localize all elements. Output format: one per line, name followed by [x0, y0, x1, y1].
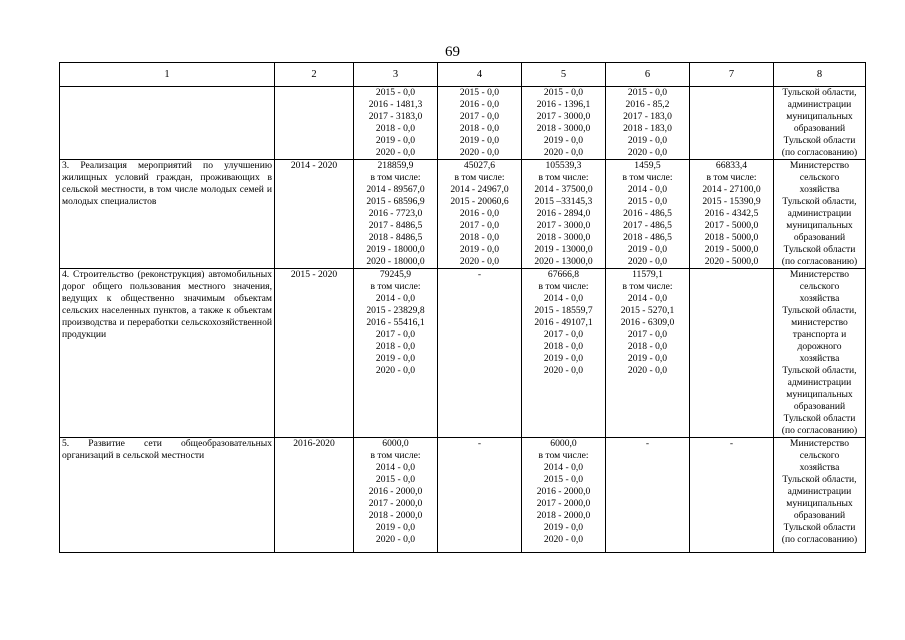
year-amount: 2017 - 0,0 — [543, 329, 584, 340]
responsible-line: Тульской области — [783, 135, 856, 146]
funding-amount: 6000,0 — [382, 438, 409, 449]
year-amount: 2017 - 8486,5 — [368, 220, 423, 231]
year-amount: 2017 - 486,5 — [623, 220, 672, 231]
responsible-line: (по согласованию) — [781, 147, 858, 158]
year-amount: 2014 - 0,0 — [543, 293, 584, 304]
regional-funding-cell — [522, 269, 606, 438]
year-amount: 2020 - 0,0 — [459, 147, 500, 158]
responsible-line: Тульской области, — [782, 87, 857, 98]
table-row — [60, 438, 866, 553]
responsible-line: муниципальных — [786, 111, 853, 122]
responsible-cell — [774, 438, 866, 553]
year-amount: 2014 - 0,0 — [375, 462, 416, 473]
page-number: 69 — [445, 44, 460, 60]
responsible-line: министерство — [791, 317, 848, 328]
table-row — [60, 87, 866, 160]
responsible-line: Министерство — [789, 438, 850, 449]
year-amount: 2016 - 0,0 — [459, 208, 500, 219]
responsible-line: (по согласованию) — [781, 534, 858, 545]
year-amount: 2018 - 8486,5 — [368, 232, 423, 243]
year-amount: 2016 - 486,5 — [623, 208, 672, 219]
year-amount: 2020 - 18000,0 — [366, 256, 425, 267]
year-amount: 2016 - 2000,0 — [368, 486, 423, 497]
funding-amount: - — [477, 438, 482, 449]
year-amount: 2015 - 0,0 — [459, 87, 500, 98]
regional-funding-cell — [522, 438, 606, 553]
year-amount: 2018 - 3000,0 — [536, 123, 591, 134]
responsible-line: Тульской области — [783, 522, 856, 533]
responsible-line: Тульской области, — [782, 474, 857, 485]
year-amount: 2017 - 3183,0 — [368, 111, 423, 122]
year-amount: 2017 - 3000,0 — [536, 220, 591, 231]
total-funding-cell — [354, 87, 438, 160]
responsible-line: администрации — [787, 377, 852, 388]
year-amount: 2017 - 183,0 — [623, 111, 672, 122]
funding-amount: - — [729, 438, 734, 449]
year-amount: 2016 - 55416,1 — [366, 317, 425, 328]
year-amount: 2020 - 0,0 — [543, 147, 584, 158]
year-amount: 2019 - 0,0 — [627, 353, 668, 364]
year-amount: 2015 - 0,0 — [627, 87, 668, 98]
table-row — [60, 269, 866, 438]
year-amount: 2015 - 0,0 — [543, 87, 584, 98]
year-amount: 2019 - 0,0 — [375, 135, 416, 146]
col-header: 8 — [774, 63, 866, 87]
federal-funding-cell — [438, 87, 522, 160]
responsible-line: транспорта и — [792, 329, 847, 340]
year-amount: 2017 - 0,0 — [627, 329, 668, 340]
year-amount: 2015 –33145,3 — [534, 196, 593, 207]
total-funding-cell — [354, 438, 438, 553]
year-amount: 2020 - 5000,0 — [704, 256, 759, 267]
period-cell: 2016-2020 — [275, 438, 354, 553]
year-amount: 2019 - 5000,0 — [704, 244, 759, 255]
year-amount: 2016 - 85,2 — [625, 99, 670, 110]
year-amount: 2019 - 0,0 — [459, 244, 500, 255]
responsible-line: хозяйства — [799, 184, 840, 195]
responsible-line: администрации — [787, 208, 852, 219]
funding-note: в том числе: — [538, 281, 589, 292]
responsible-line: хозяйства — [799, 353, 840, 364]
funding-note: в том числе: — [538, 450, 589, 461]
period-cell: 2015 - 2020 — [275, 269, 354, 438]
year-amount: 2019 - 18000,0 — [366, 244, 425, 255]
year-amount: 2016 - 4342,5 — [704, 208, 759, 219]
responsible-line: муниципальных — [786, 498, 853, 509]
federal-funding-cell — [438, 438, 522, 553]
year-amount: 2019 - 0,0 — [375, 353, 416, 364]
funding-amount: - — [477, 269, 482, 280]
year-amount: 2018 - 183,0 — [623, 123, 672, 134]
col-header: 7 — [690, 63, 774, 87]
year-amount: 2015 - 0,0 — [543, 474, 584, 485]
year-amount: 2019 - 0,0 — [375, 522, 416, 533]
year-amount: 2020 - 0,0 — [375, 534, 416, 545]
regional-funding-cell — [522, 87, 606, 160]
year-amount: 2014 - 89567,0 — [366, 184, 425, 195]
funding-note: в том числе: — [706, 172, 757, 183]
responsible-line: (по согласованию) — [781, 425, 858, 436]
responsible-cell — [774, 87, 866, 160]
extra-budget-funding-cell — [690, 87, 774, 160]
year-amount: 2019 - 0,0 — [543, 522, 584, 533]
col-header: 5 — [522, 63, 606, 87]
col-header: 1 — [60, 63, 275, 87]
funding-amount: 6000,0 — [550, 438, 577, 449]
responsible-line: муниципальных — [786, 220, 853, 231]
responsible-line: администрации — [787, 99, 852, 110]
responsible-line: образований — [793, 232, 846, 243]
year-amount: 2019 - 13000,0 — [534, 244, 593, 255]
funding-amount: 67666,8 — [547, 269, 580, 280]
local-funding-cell — [606, 160, 690, 269]
measure-name: 5. Развитие сети общеобразовательных организаций в сельской местности — [60, 438, 275, 553]
responsible-line: муниципальных — [786, 389, 853, 400]
year-amount: 2019 - 0,0 — [627, 135, 668, 146]
funding-note: в том числе: — [622, 281, 673, 292]
year-amount: 2018 - 0,0 — [375, 341, 416, 352]
year-amount: 2016 - 49107,1 — [534, 317, 593, 328]
responsible-line: Тульской области — [783, 413, 856, 424]
year-amount: 2018 - 0,0 — [543, 341, 584, 352]
year-amount: 2018 - 486,5 — [623, 232, 672, 243]
responsible-line: Тульской области — [783, 244, 856, 255]
year-amount: 2018 - 2000,0 — [536, 510, 591, 521]
funding-note: в том числе: — [370, 450, 421, 461]
total-funding-cell — [354, 269, 438, 438]
period-cell — [275, 87, 354, 160]
year-amount: 2019 - 0,0 — [543, 353, 584, 364]
responsible-line: Министерство — [789, 160, 850, 171]
table-row — [60, 160, 866, 269]
col-header: 2 — [275, 63, 354, 87]
local-funding-cell — [606, 438, 690, 553]
year-amount: 2014 - 0,0 — [543, 462, 584, 473]
funding-amount: 66833,4 — [715, 160, 748, 171]
responsible-line: Тульской области, — [782, 365, 857, 376]
extra-budget-funding-cell — [690, 438, 774, 553]
responsible-line: образований — [793, 510, 846, 521]
year-amount: 2014 - 24967,0 — [450, 184, 509, 195]
year-amount: 2015 - 0,0 — [375, 474, 416, 485]
funding-table — [59, 62, 866, 553]
year-amount: 2017 - 2000,0 — [536, 498, 591, 509]
header-row — [60, 63, 866, 87]
funding-amount: 79245,9 — [379, 269, 412, 280]
responsible-line: образований — [793, 401, 846, 412]
year-amount: 2014 - 0,0 — [375, 293, 416, 304]
col-header: 6 — [606, 63, 690, 87]
responsible-line: Тульской области, — [782, 305, 857, 316]
year-amount: 2014 - 27100,0 — [702, 184, 761, 195]
federal-funding-cell — [438, 269, 522, 438]
year-amount: 2020 - 0,0 — [375, 365, 416, 376]
year-amount: 2014 - 37500,0 — [534, 184, 593, 195]
year-amount: 2020 - 13000,0 — [534, 256, 593, 267]
year-amount: 2015 - 0,0 — [627, 196, 668, 207]
funding-amount: 11579,1 — [632, 269, 663, 280]
responsible-line: администрации — [787, 486, 852, 497]
year-amount: 2020 - 0,0 — [627, 365, 668, 376]
year-amount: 2015 - 20060,6 — [450, 196, 509, 207]
funding-amount: - — [645, 438, 650, 449]
year-amount: 2016 - 2000,0 — [536, 486, 591, 497]
col-header: 3 — [354, 63, 438, 87]
year-amount: 2016 - 6309,0 — [620, 317, 675, 328]
year-amount: 2018 - 0,0 — [375, 123, 416, 134]
year-amount: 2018 - 0,0 — [627, 341, 668, 352]
responsible-line: (по согласованию) — [781, 256, 858, 267]
year-amount: 2019 - 0,0 — [543, 135, 584, 146]
responsible-line: хозяйства — [799, 293, 840, 304]
funding-amount: 218859,9 — [377, 160, 414, 171]
year-amount: 2015 - 15390,9 — [702, 196, 761, 207]
year-amount: 2020 - 0,0 — [459, 256, 500, 267]
responsible-line: образований — [793, 123, 846, 134]
year-amount: 2019 - 0,0 — [627, 244, 668, 255]
year-amount: 2017 - 5000,0 — [704, 220, 759, 231]
responsible-line: хозяйства — [799, 462, 840, 473]
year-amount: 2016 - 2894,0 — [536, 208, 591, 219]
year-amount: 2018 - 3000,0 — [536, 232, 591, 243]
year-amount: 2017 - 3000,0 — [536, 111, 591, 122]
year-amount: 2018 - 0,0 — [459, 123, 500, 134]
year-amount: 2018 - 5000,0 — [704, 232, 759, 243]
year-amount: 2020 - 0,0 — [543, 365, 584, 376]
year-amount: 2015 - 18559,7 — [534, 305, 593, 316]
measure-name: 3. Реализация мероприятий по улучшению жилищных условий граждан, проживающих в сельской местности, в том числе молодых семей и молодых специалистов — [60, 160, 275, 269]
funding-note: в том числе: — [622, 172, 673, 183]
federal-funding-cell — [438, 160, 522, 269]
year-amount: 2017 - 0,0 — [459, 220, 500, 231]
regional-funding-cell — [522, 160, 606, 269]
measure-name — [60, 87, 275, 160]
year-amount: 2016 - 1481,3 — [368, 99, 423, 110]
year-amount: 2015 - 5270,1 — [620, 305, 675, 316]
local-funding-cell — [606, 87, 690, 160]
year-amount: 2017 - 0,0 — [375, 329, 416, 340]
year-amount: 2020 - 0,0 — [627, 256, 668, 267]
year-amount: 2019 - 0,0 — [459, 135, 500, 146]
year-amount: 2017 - 0,0 — [459, 111, 500, 122]
funding-note: в том числе: — [538, 172, 589, 183]
funding-note: в том числе: — [454, 172, 505, 183]
total-funding-cell — [354, 160, 438, 269]
funding-note: в том числе: — [370, 172, 421, 183]
responsible-line: дорожного — [797, 341, 842, 352]
col-header: 4 — [438, 63, 522, 87]
responsible-line: сельского — [799, 172, 840, 183]
extra-budget-funding-cell — [690, 160, 774, 269]
local-funding-cell — [606, 269, 690, 438]
year-amount: 2016 - 7723,0 — [368, 208, 423, 219]
extra-budget-funding-cell — [690, 269, 774, 438]
year-amount: 2016 - 1396,1 — [536, 99, 591, 110]
year-amount: 2018 - 0,0 — [459, 232, 500, 243]
year-amount: 2020 - 0,0 — [375, 147, 416, 158]
funding-amount: 1459,5 — [634, 160, 661, 171]
funding-amount: 45027,6 — [463, 160, 496, 171]
responsible-line: сельского — [799, 281, 840, 292]
responsible-line: Тульской области, — [782, 196, 857, 207]
year-amount: 2020 - 0,0 — [543, 534, 584, 545]
responsible-cell — [774, 160, 866, 269]
year-amount: 2014 - 0,0 — [627, 293, 668, 304]
responsible-line: Министерство — [789, 269, 850, 280]
year-amount: 2015 - 0,0 — [375, 87, 416, 98]
year-amount: 2015 - 68596,9 — [366, 196, 425, 207]
year-amount: 2015 - 23829,8 — [366, 305, 425, 316]
year-amount: 2016 - 0,0 — [459, 99, 500, 110]
year-amount: 2017 - 2000,0 — [368, 498, 423, 509]
funding-amount: 105539,3 — [545, 160, 582, 171]
funding-note: в том числе: — [370, 281, 421, 292]
responsible-line: сельского — [799, 450, 840, 461]
measure-name: 4. Строительство (реконструкция) автомобильных дорог общего пользования местного значения, ведущих к общественно значимым объектам сельских населенных пунктов, а также к объектам производства и переработки сельскохозяйственной продукции — [60, 269, 275, 438]
year-amount: 2018 - 2000,0 — [368, 510, 423, 521]
responsible-cell — [774, 269, 866, 438]
year-amount: 2014 - 0,0 — [627, 184, 668, 195]
period-cell: 2014 - 2020 — [275, 160, 354, 269]
year-amount: 2020 - 0,0 — [627, 147, 668, 158]
